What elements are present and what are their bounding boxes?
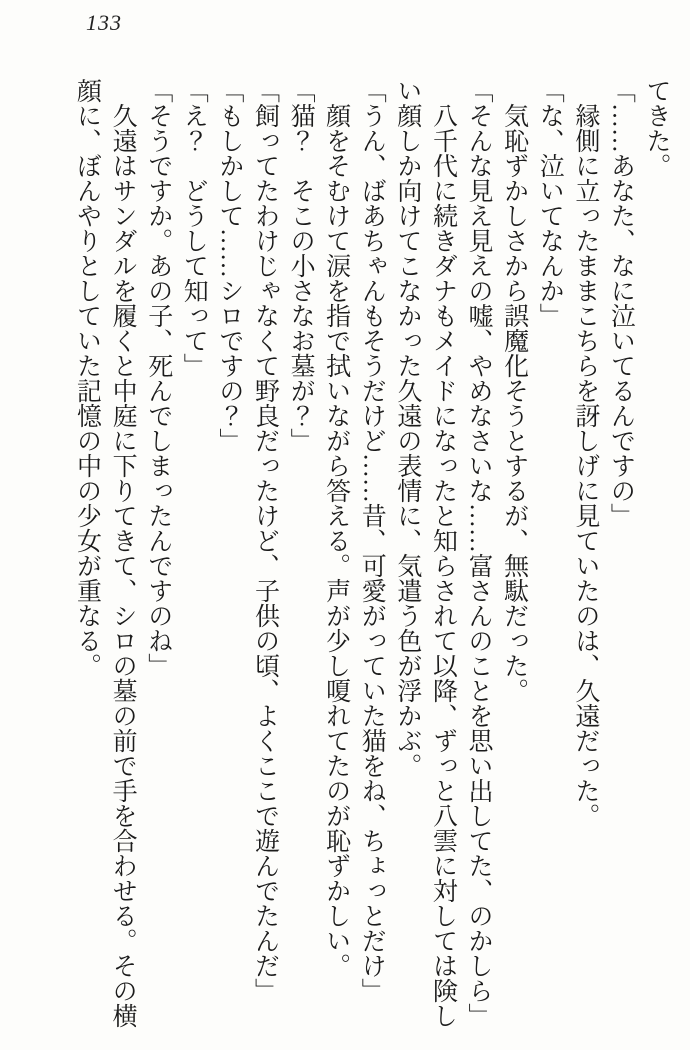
text-column-7: 八千代に続きダナもメイドになったと知らされて以降、ずっと八雲に対しては険し	[429, 103, 457, 1028]
text-column-2: 「……あなた、なに泣いてるんですの」	[607, 78, 635, 528]
text-column-12: 「飼ってたわけじゃなくて野良だったけど、子供の頃、よくここで遊んでたんだ」	[251, 78, 279, 1003]
page-number: 133	[86, 10, 122, 35]
text-column-14: 「え？ どうして知って」	[180, 78, 208, 378]
text-column-15: 「そうですか。あの子、死んでしまったんですのね」	[144, 78, 172, 678]
text-column-6: 「そんな見え見えの嘘、やめなさいな……富さんのことを思い出してた、のかしら」	[465, 78, 493, 1028]
text-column-3: 縁側に立ったままこちらを訝しげに見ていたのは、久遠だった。	[571, 103, 599, 828]
text-column-4: 「な、泣いてなんか」	[536, 78, 564, 328]
page-text-area	[68, 78, 674, 1035]
text-column-17: 顔に、ぼんやりとしていた記憶の中の少女が重なる。	[73, 78, 101, 678]
text-column-8: い顔しか向けてこなかった久遠の表情に、気遣う色が浮かぶ。	[393, 78, 421, 778]
text-column-9: 「うん、ばあちゃんもそうだけど……昔、可愛がっていた猫をね、ちょっとだけ」	[358, 78, 386, 1003]
text-column-5: 気恥ずかしさから誤魔化そうとするが、無駄だった。	[500, 103, 528, 703]
text-column-13: 「もしかして……シロですの？」	[215, 78, 243, 453]
text-column-16: 久遠はサンダルを履くと中庭に下りてきて、シロの墓の前で手を合わせる。その横	[109, 103, 137, 1028]
text-column-10: 顔をそむけて涙を指で拭いながら答える。声が少し嗄れてたのが恥ずかしい。	[322, 103, 350, 978]
text-column-11: 「猫？ そこの小さなお墓が？」	[287, 78, 315, 453]
text-column-1: てきた。	[643, 78, 670, 178]
